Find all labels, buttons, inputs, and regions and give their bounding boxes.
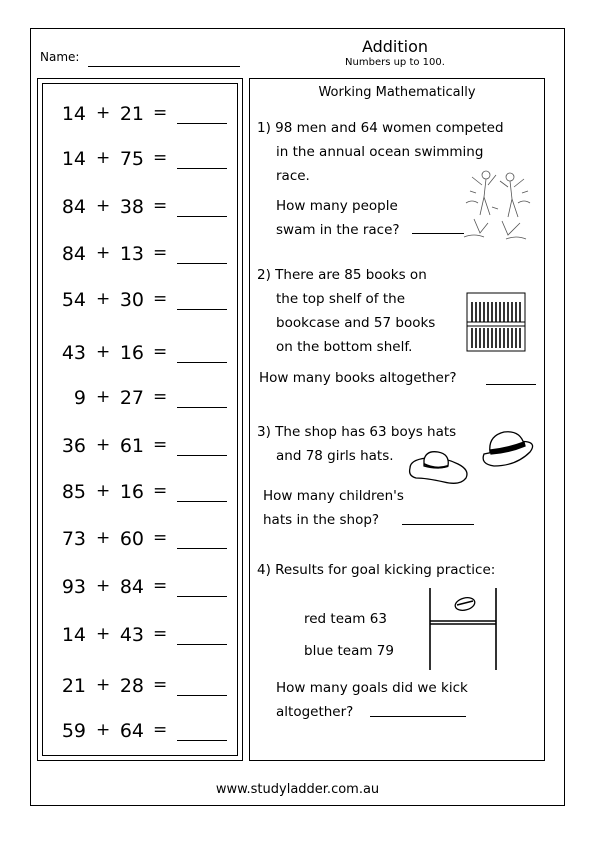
equals-sign: =	[153, 481, 168, 501]
answer-blank[interactable]	[177, 596, 227, 597]
operand-b: 64	[119, 720, 144, 742]
name-label: Name:	[40, 50, 80, 64]
q3-line-2: and 78 girls hats.	[276, 448, 394, 464]
worksheet-subtitle: Numbers up to 100.	[345, 57, 445, 68]
operand-a: 85	[61, 481, 86, 503]
operand-b: 16	[119, 481, 144, 503]
operand-b: 84	[119, 576, 144, 598]
operand-a: 14	[61, 103, 86, 125]
answer-blank[interactable]	[177, 309, 227, 310]
q4-answer-line[interactable]	[370, 716, 466, 717]
operand-a: 84	[61, 196, 86, 218]
footer-url[interactable]: www.studyladder.com.au	[215, 782, 380, 797]
answer-blank[interactable]	[177, 123, 227, 124]
working-title: Working Mathematically	[318, 85, 476, 100]
q2-question: How many books altogether?	[259, 370, 457, 386]
q2-line-1: 2) There are 85 books on	[257, 267, 427, 283]
equation-row	[50, 624, 240, 648]
answer-blank[interactable]	[177, 216, 227, 217]
equals-sign: =	[153, 624, 168, 644]
q1-line-1: 1) 98 men and 64 women competed	[257, 120, 504, 136]
equation-row	[50, 528, 240, 552]
answer-blank[interactable]	[177, 168, 227, 169]
equation-row	[50, 675, 240, 699]
equals-sign: =	[153, 243, 168, 263]
equation-row	[50, 289, 240, 313]
q1-question-2: swam in the race?	[276, 222, 400, 238]
q1-question-1: How many people	[276, 198, 398, 214]
operand-a: 93	[61, 576, 86, 598]
q3-line-1: 3) The shop has 63 boys hats	[257, 424, 457, 440]
operand-b: 43	[119, 624, 144, 646]
operand-b: 13	[119, 243, 144, 265]
plus-sign: +	[96, 624, 111, 644]
equals-sign: =	[153, 103, 168, 123]
answer-blank[interactable]	[177, 455, 227, 456]
equals-sign: =	[153, 387, 168, 407]
operand-a: 84	[61, 243, 86, 265]
operand-a: 54	[61, 289, 86, 311]
equation-row	[50, 342, 240, 366]
equals-sign: =	[153, 148, 168, 168]
plus-sign: +	[96, 576, 111, 596]
answer-blank[interactable]	[177, 695, 227, 696]
equation-row	[50, 435, 240, 459]
equals-sign: =	[153, 342, 168, 362]
operand-a: 9	[73, 387, 86, 409]
goal-posts-icon	[428, 586, 500, 672]
operand-b: 30	[119, 289, 144, 311]
operand-a: 43	[61, 342, 86, 364]
answer-blank[interactable]	[177, 263, 227, 264]
operand-b: 38	[119, 196, 144, 218]
q4-red-team: red team 63	[304, 611, 387, 627]
q2-answer-line[interactable]	[486, 384, 536, 385]
plus-sign: +	[96, 289, 111, 309]
operand-b: 28	[119, 675, 144, 697]
operand-a: 73	[61, 528, 86, 550]
boys-hat-icon	[480, 426, 534, 470]
q3-question-1: How many children's	[263, 488, 404, 504]
equation-row	[50, 481, 240, 505]
girls-hat-icon	[408, 448, 470, 488]
q3-answer-line[interactable]	[402, 524, 474, 525]
plus-sign: +	[96, 103, 111, 123]
plus-sign: +	[96, 435, 111, 455]
operand-a: 14	[61, 624, 86, 646]
answer-blank[interactable]	[177, 501, 227, 502]
q3-question-2: hats in the shop?	[263, 512, 380, 528]
operand-b: 21	[119, 103, 144, 125]
equations-box-inner	[42, 83, 238, 756]
plus-sign: +	[96, 342, 111, 362]
operand-a: 14	[61, 148, 86, 170]
operand-b: 16	[119, 342, 144, 364]
football-icon	[454, 596, 476, 613]
worksheet-title: Addition	[361, 37, 429, 56]
plus-sign: +	[96, 243, 111, 263]
operand-b: 27	[119, 387, 144, 409]
q4-line: 4) Results for goal kicking practice:	[257, 562, 496, 578]
q1-answer-line[interactable]	[412, 233, 464, 234]
plus-sign: +	[96, 387, 111, 407]
operand-b: 61	[119, 435, 144, 457]
equals-sign: =	[153, 528, 168, 548]
operand-b: 60	[119, 528, 144, 550]
q1-line-2: in the annual ocean swimming	[276, 144, 484, 160]
answer-blank[interactable]	[177, 362, 227, 363]
q4-question-2: altogether?	[276, 704, 354, 720]
operand-b: 75	[119, 148, 144, 170]
equals-sign: =	[153, 720, 168, 740]
answer-blank[interactable]	[177, 740, 227, 741]
q4-question-1: How many goals did we kick	[276, 680, 468, 696]
answer-blank[interactable]	[177, 548, 227, 549]
operand-a: 59	[61, 720, 86, 742]
q2-line-4: on the bottom shelf.	[276, 339, 413, 355]
equals-sign: =	[153, 435, 168, 455]
swimmers-icon	[462, 163, 532, 245]
q4-blue-team: blue team 79	[304, 643, 394, 659]
answer-blank[interactable]	[177, 644, 227, 645]
q2-line-2: the top shelf of the	[276, 291, 406, 307]
plus-sign: +	[96, 675, 111, 695]
bookcase-icon	[466, 292, 528, 354]
equation-row	[50, 148, 240, 172]
plus-sign: +	[96, 148, 111, 168]
operand-a: 36	[61, 435, 86, 457]
equation-row	[50, 720, 240, 744]
name-input-line[interactable]	[88, 66, 240, 67]
equation-row	[50, 243, 240, 267]
operand-a: 21	[61, 675, 86, 697]
equals-sign: =	[153, 289, 168, 309]
equation-row	[50, 103, 240, 127]
q1-line-3: race.	[276, 168, 310, 184]
equals-sign: =	[153, 576, 168, 596]
equals-sign: =	[153, 675, 168, 695]
equals-sign: =	[153, 196, 168, 216]
equation-row	[50, 196, 240, 220]
answer-blank[interactable]	[177, 407, 227, 408]
plus-sign: +	[96, 196, 111, 216]
plus-sign: +	[96, 481, 111, 501]
q2-line-3: bookcase and 57 books	[276, 315, 436, 331]
equation-row	[50, 387, 240, 411]
plus-sign: +	[96, 528, 111, 548]
plus-sign: +	[96, 720, 111, 740]
equation-row	[50, 576, 240, 600]
